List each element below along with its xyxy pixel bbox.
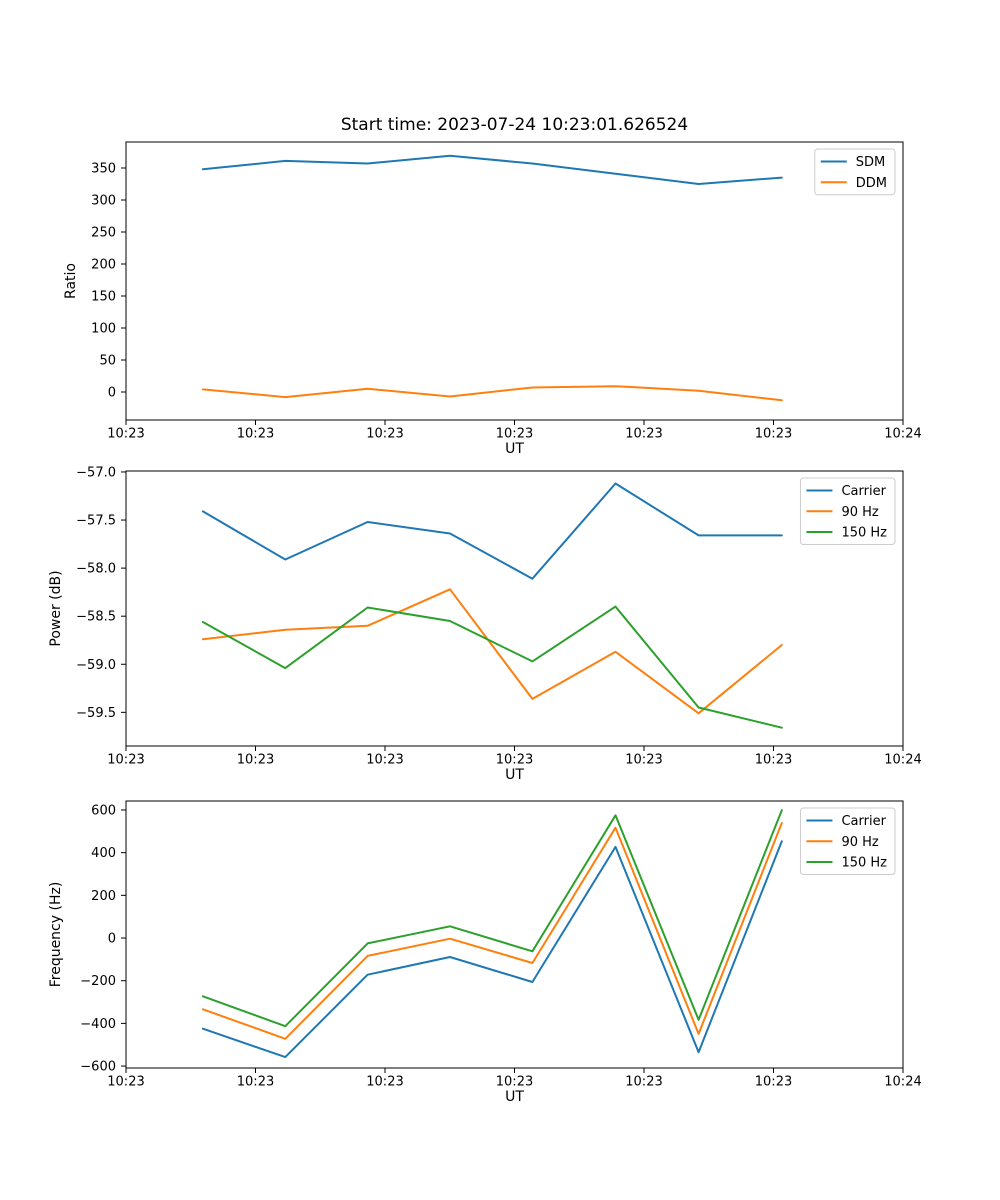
x-tick-label: 10:23 [366,752,404,768]
y-axis-label: Power (dB) [48,570,64,647]
axes-box [126,142,903,420]
y-tick-label: 50 [99,353,116,369]
legend-label: 150 Hz [841,855,888,871]
x-axis-ticks [107,1068,921,1090]
line-150-hz [203,810,782,1026]
x-tick-label: 10:23 [107,1074,145,1090]
x-tick-label: 10:23 [236,752,275,768]
chart-title: Start time: 2023-07-24 10:23:01.626524 [340,115,689,135]
x-tick-label: 10:23 [625,1074,663,1090]
legend-label: DDM [855,175,888,191]
x-axis-ticks [107,420,921,442]
x-axis-label: UT [505,1089,524,1105]
y-axis-label: Ratio [63,263,79,299]
y-tick-label: 600 [91,803,116,819]
y-tick-label: −59.0 [76,657,116,673]
x-tick-label: 10:23 [495,1074,534,1090]
y-tick-label: −400 [80,1016,116,1032]
y-tick-label: −59.5 [76,705,116,721]
x-axis-label: UT [505,441,524,457]
x-tick-label: 10:24 [884,426,922,442]
legend-label: 90 Hz [841,834,879,850]
y-tick-label: 400 [91,846,116,862]
x-tick-label: 10:24 [884,1074,922,1090]
legend-label: Carrier [841,814,886,830]
legend [800,478,895,545]
x-tick-label: 10:23 [495,426,534,442]
x-tick-label: 10:23 [754,1074,793,1090]
legend [815,149,895,195]
y-tick-label: 200 [91,888,116,904]
y-tick-label: −58.0 [76,561,116,577]
line-sdm [203,156,782,184]
x-tick-label: 10:23 [236,1074,275,1090]
y-tick-label: 100 [91,321,116,337]
subplot-ratio [63,142,922,457]
y-axis-label: Frequency (Hz) [48,881,64,988]
y-tick-label: −57.0 [76,465,116,481]
x-tick-label: 10:23 [107,752,145,768]
line-90-hz [203,589,782,713]
x-axis-label: UT [505,767,524,783]
y-axis-ticks [80,803,126,1074]
legend-label: 90 Hz [841,504,879,520]
axes-box [126,471,903,746]
legend-label: Carrier [841,484,886,500]
legend-label: 150 Hz [841,525,888,541]
legend [800,808,895,875]
y-tick-label: 250 [91,225,116,241]
y-tick-label: −200 [80,974,116,990]
line-ddm [203,386,782,400]
x-tick-label: 10:23 [236,426,275,442]
y-tick-label: −58.5 [76,609,116,625]
y-tick-label: −57.5 [76,513,116,529]
y-tick-label: 350 [91,161,116,177]
y-tick-label: 300 [91,193,116,209]
line-carrier [203,484,782,579]
subplot-power [48,465,922,783]
x-tick-label: 10:23 [366,426,404,442]
y-tick-label: 150 [91,289,116,305]
x-tick-label: 10:23 [625,426,663,442]
x-tick-label: 10:23 [754,426,793,442]
x-tick-label: 10:23 [495,752,534,768]
line-90-hz [203,823,782,1039]
y-axis-ticks [91,161,126,400]
y-tick-label: −600 [80,1059,116,1075]
x-tick-label: 10:23 [107,426,145,442]
x-axis-ticks [107,746,921,768]
y-axis-ticks [76,465,126,720]
x-tick-label: 10:23 [754,752,793,768]
axes-box [126,801,903,1068]
y-tick-label: 0 [107,931,116,947]
legend-label: SDM [855,155,886,171]
subplot-frequency [48,801,922,1105]
y-tick-label: 0 [107,385,116,401]
y-tick-label: 200 [91,257,116,273]
x-tick-label: 10:23 [366,1074,404,1090]
x-tick-label: 10:23 [625,752,663,768]
x-tick-label: 10:24 [884,752,922,768]
